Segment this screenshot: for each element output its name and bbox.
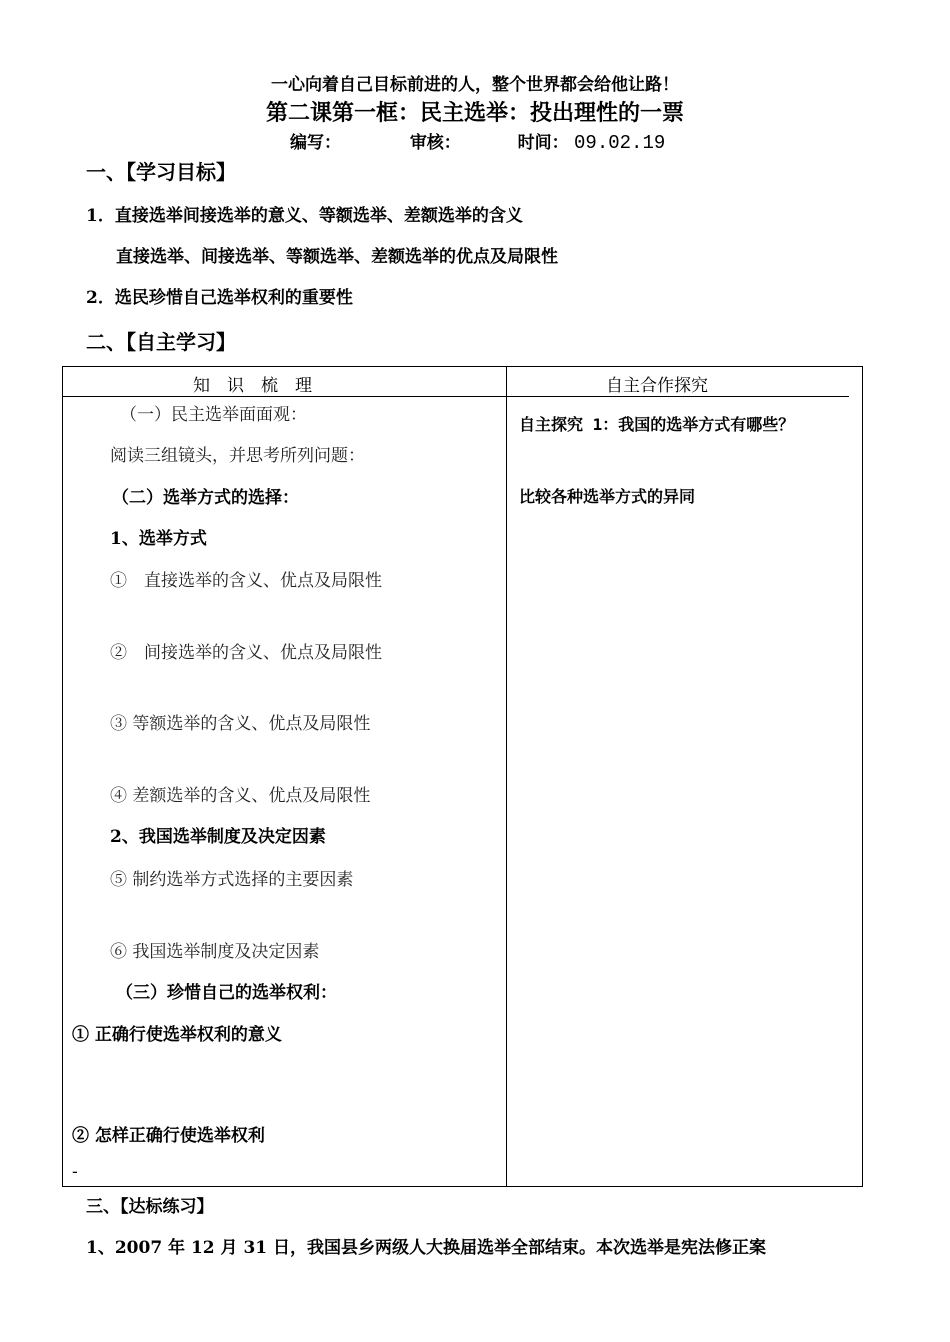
- lesson-title: 第二课第一框：民主选举：投出理性的一票: [265, 100, 684, 126]
- table-top-border: [62, 366, 863, 367]
- section2-heading: 二、【自主学习】: [86, 330, 236, 354]
- table-header-divider-right: [507, 396, 849, 397]
- left-line-11: ⑥ 我国选举制度及决定因素: [110, 942, 320, 962]
- left-line-8: ④ 差额选举的含义、优点及局限性: [110, 786, 371, 806]
- section3-heading: 三、【达标练习】: [86, 1197, 214, 1217]
- left-line-14: ② 怎样正确行使选举权利: [72, 1126, 265, 1146]
- table-bottom-border: [62, 1186, 863, 1187]
- table-left-border: [62, 366, 63, 1187]
- left-line-2: 阅读三组镜头，并思考所列问题：: [110, 446, 365, 466]
- section1-heading: 一、【学习目标】: [86, 160, 236, 184]
- left-line-7: ③ 等额选举的含义、优点及局限性: [110, 714, 371, 734]
- table-right-border: [862, 366, 863, 1187]
- col-header-inquiry: 自主合作探究: [606, 376, 708, 396]
- goal-item-1: 1．直接选举间接选举的意义、等额选举、差额选举的含义: [86, 206, 523, 226]
- left-line-1: （一）民主选举面面观：: [120, 405, 307, 425]
- time-value: 09.02.19: [574, 132, 666, 154]
- left-line-5: ① 直接选举的含义、优点及局限性: [110, 571, 382, 591]
- table-header-divider-left: [62, 396, 507, 397]
- left-line-4: 1、选举方式: [110, 529, 207, 549]
- reviewer-label: 审核：: [409, 133, 461, 153]
- col-header-knowledge: 知 识 梳 理: [193, 376, 312, 396]
- left-line-13: ① 正确行使选举权利的意义: [72, 1025, 282, 1045]
- editor-label: 编写：: [290, 133, 341, 153]
- left-line-6: ② 间接选举的含义、优点及局限性: [110, 643, 382, 663]
- left-line-12: （三）珍惜自己的选举权利：: [116, 983, 337, 1003]
- left-line-3: （二）选举方式的选择：: [112, 488, 299, 508]
- time-label: 时间：: [517, 133, 569, 153]
- left-line-10: ⑤ 制约选举方式选择的主要因素: [110, 870, 354, 890]
- right-line-2: 比较各种选举方式的异同: [519, 487, 696, 506]
- practice-question-1: 1、2007 年 12 月 31 日，我国县乡两级人大换届选举全部结束。本次选举是宪法修正案: [86, 1238, 767, 1258]
- motto: 一心向着自己目标前进的人，整个世界都会给他让路！: [271, 75, 679, 95]
- left-line-9: 2、我国选举制度及决定因素: [110, 827, 326, 847]
- left-line-15: -: [72, 1162, 78, 1182]
- goal-item-1b: 直接选举、间接选举、等额选举、差额选举的优点及局限性: [116, 247, 558, 267]
- meta-line: [290, 128, 665, 154]
- table-middle-border: [506, 366, 507, 1187]
- right-line-1: 自主探究 1：我国的选举方式有哪些？: [519, 415, 795, 434]
- goal-item-2: 2．选民珍惜自己选举权利的重要性: [86, 288, 353, 308]
